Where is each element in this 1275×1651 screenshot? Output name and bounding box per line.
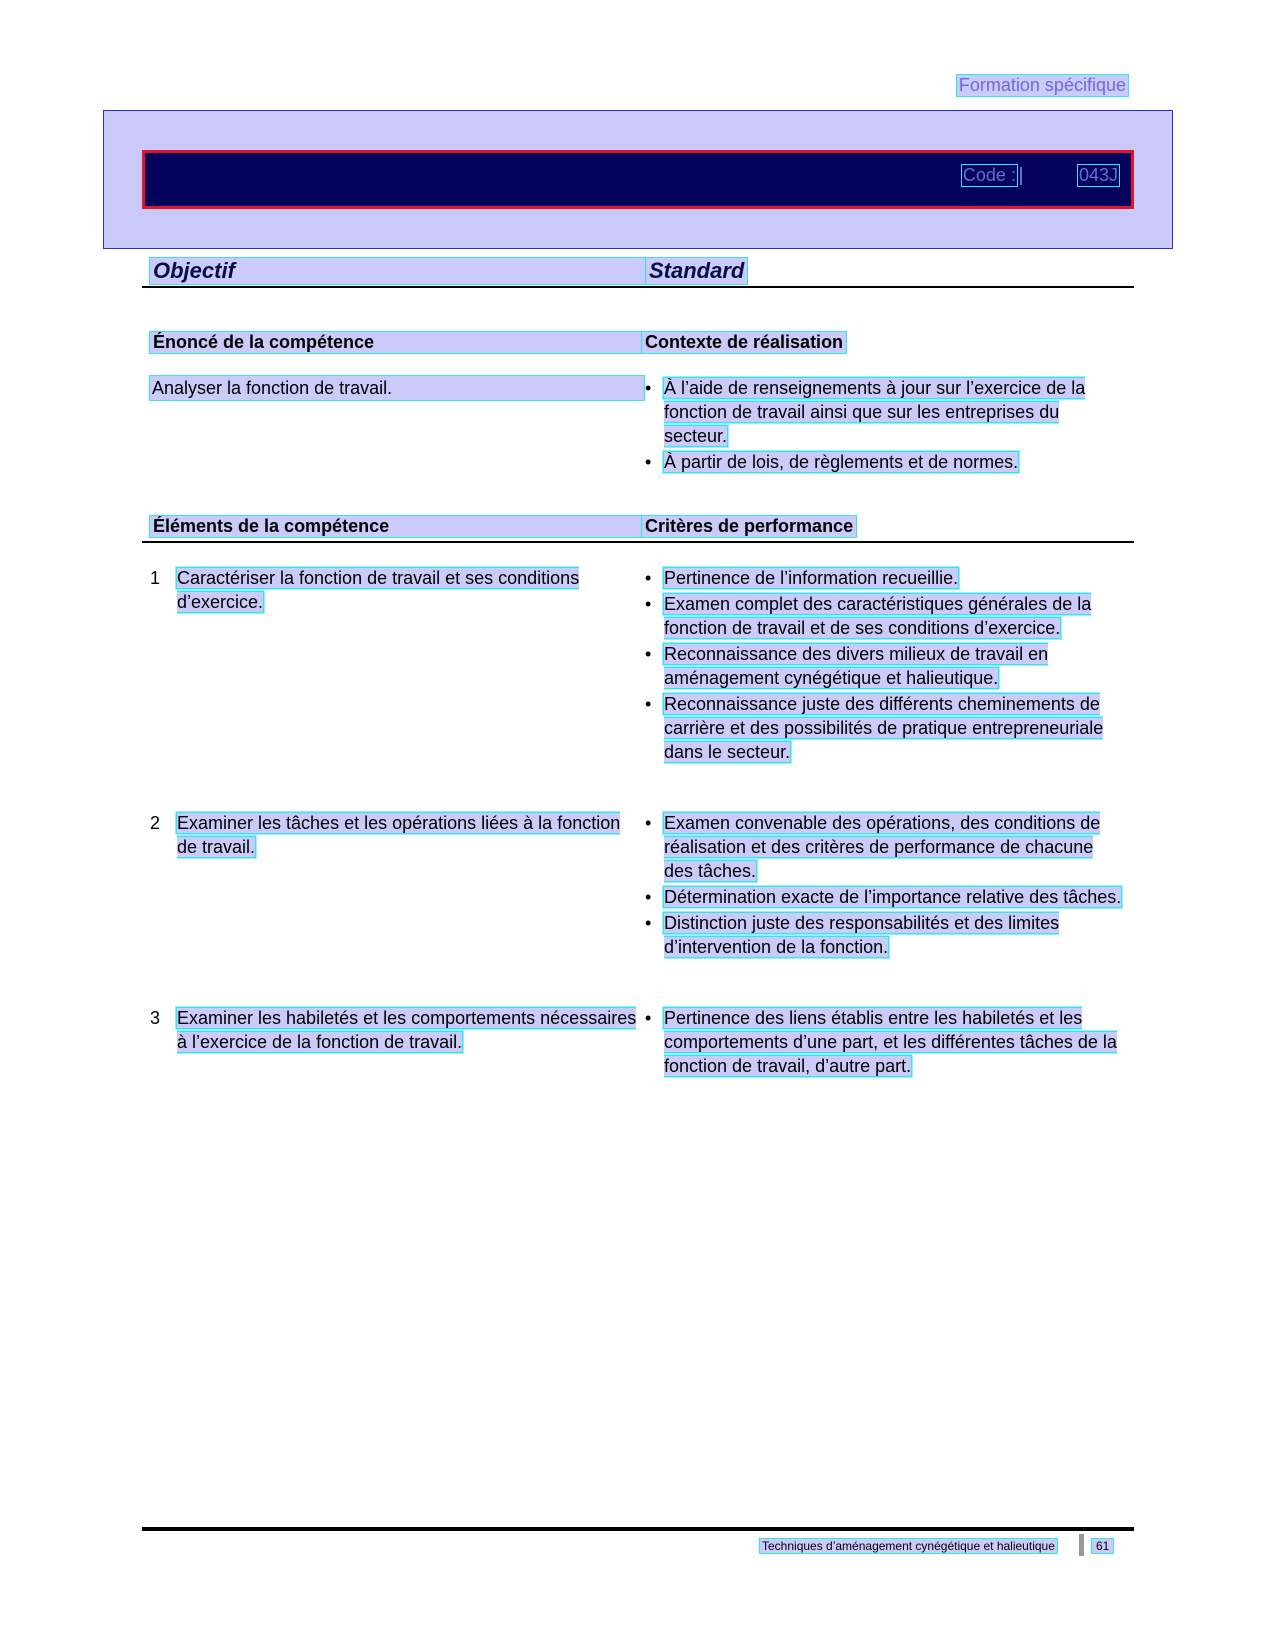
list-item: • Détermination exacte de l’importance relative des tâches. [645,887,1122,907]
bullet-icon: • [645,913,652,933]
list-item: • Pertinence de l’information recueillie. [645,568,959,588]
bullet-icon: • [645,813,652,833]
bullet-icon: • [645,452,652,472]
list-item: • Reconnaissance des divers milieux de travail en aménagement cynégétique et halieutique. [645,644,1049,688]
page-number: 61 [1092,1539,1113,1553]
criteria-list [642,811,1124,961]
element-number: 3 [150,1008,161,1028]
competence-statement: Analyser la fonction de travail. [150,376,644,400]
code-value: 043J [1078,165,1118,185]
elements-heading: Éléments de la compétence [150,516,646,537]
list-item: • Distinction juste des responsabilités et des limites d’intervention de la fonction. [645,913,1060,957]
competence-heading: Énoncé de la compétence [150,332,646,353]
footer-separator [1079,1534,1084,1556]
element-text: Examiner les tâches et les opérations liées à la fonction de travail. [177,813,621,857]
section-label: Formation spécifique [958,75,1126,95]
code-separator [1020,167,1028,185]
bullet-icon: • [645,568,652,588]
list-item: • Examen complet des caractéristiques générales de la fonction de travail et de ses conditions d’exercice. [645,594,1092,638]
context-list [642,376,1124,476]
bullet-icon: • [645,644,652,664]
footer-program-title: Techniques d’aménagement cynégétique et halieutique [762,1539,1055,1553]
bullet-icon: • [645,694,652,714]
competence-element [150,566,640,614]
list-item: • Reconnaissance juste des différents cheminements de carrière et des possibilités de pratique entrepreneuriale dans le secteur. [645,694,1104,762]
list-item: • Pertinence des liens établis entre les habiletés et les comportements d’une part, et les différentes tâches de la fonction de travail, d’autre part. [645,1008,1117,1076]
criteria-list [642,566,1124,766]
bullet-icon: • [645,594,652,614]
competence-element [150,1006,640,1054]
objectif-title: Objectif [150,258,646,284]
element-text: Caractériser la fonction de travail et ses conditions d’exercice. [177,568,580,612]
list-item: • À l’aide de renseignements à jour sur l’exercice de la fonction de travail ainsi que sur les entreprises du secteur. [645,378,1086,446]
standard-title: Standard [646,258,747,284]
bullet-icon: • [645,887,652,907]
element-number: 2 [150,813,161,833]
list-item: • À partir de lois, de règlements et de normes. [645,452,1019,472]
element-text: Examiner les habiletés et les comportements nécessaires à l’exercice de la fonction de travail. [177,1008,637,1052]
competence-element [150,811,640,859]
header-bar [142,150,1134,209]
context-heading: Contexte de réalisation [642,332,846,353]
criteria-heading: Critères de performance [642,516,856,537]
divider [142,541,1134,543]
bullet-icon: • [645,378,652,398]
code-block [962,165,1119,186]
element-number: 1 [150,568,161,588]
code-label: Code : [962,165,1016,185]
bullet-icon: • [645,1008,652,1028]
criteria-list [642,1006,1124,1080]
footer-divider [142,1527,1134,1531]
divider [142,286,1134,288]
list-item: • Examen convenable des opérations, des conditions de réalisation et des critères de performance de chacune des tâches. [645,813,1101,881]
